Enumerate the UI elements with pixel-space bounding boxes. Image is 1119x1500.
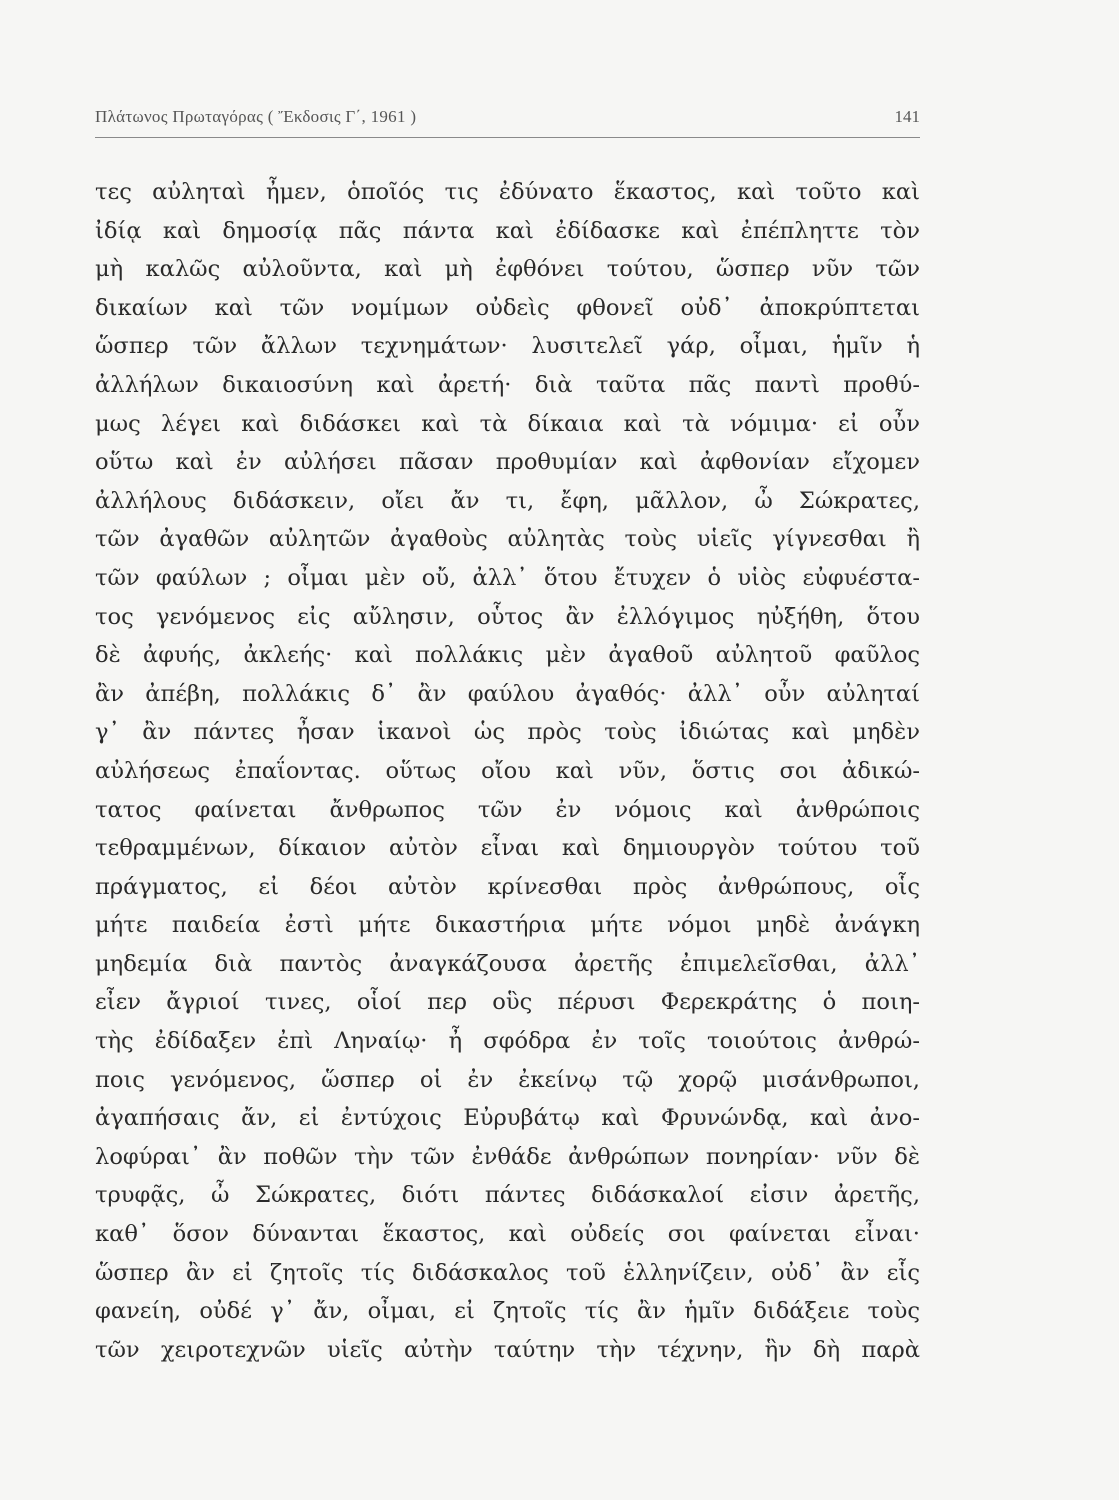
text-line: τεθραμμένων, δίκαιον αὐτὸν εἶναι καὶ δημιουργὸν τούτου τοῦ [95,835,920,862]
text-line: καθ᾽ ὅσον δύνανται ἕκαστος, καὶ οὐδείς σοι φαίνεται εἶναι· [95,1221,920,1248]
text-line: ὥσπερ τῶν ἄλλων τεχνημάτων· λυσιτελεῖ γάρ, οἶμαι, ἡμῖν ἡ [95,333,920,360]
text-line: δικαίων καὶ τῶν νομίμων οὐδεὶς φθονεῖ οὐδ᾽ ἀποκρύπτεται [95,294,920,321]
text-line: δὲ ἀφυής, ἀκλεής· καὶ πολλάκις μὲν ἀγαθοῦ αὐλητοῦ φαῦλος [95,642,920,669]
text-line: τὴς ἐδίδαξεν ἐπὶ Ληναίῳ· ἦ σφόδρα ἐν τοῖς τοιούτοις ἀνθρώ- [95,1028,920,1055]
text-line: μήτε παιδεία ἐστὶ μήτε δικαστήρια μήτε νόμοι μηδὲ ἀνάγκη [95,912,920,939]
running-header [95,103,920,138]
text-line: τος γενόμενος εἰς αὔλησιν, οὗτος ἂν ἐλλόγιμος ηὐξήθη, ὅτου [95,603,920,630]
text-line: ὥσπερ ἂν εἰ ζητοῖς τίς διδάσκαλος τοῦ ἑλληνίζειν, οὐδ᾽ ἂν εἷς [95,1259,920,1286]
header-title: Πλάτωνος Πρωταγόρας ( Ἔκδοσις Γ΄, 1961 ) [95,107,417,126]
text-line: τρυφᾷς, ὦ Σώκρατες, διότι πάντες διδάσκαλοί εἰσιν ἀρετῆς, [95,1182,920,1209]
text-line: μως λέγει καὶ διδάσκει καὶ τὰ δίκαια καὶ τὰ νόμιμα· εἰ οὖν [95,410,920,437]
text-line: τατος φαίνεται ἄνθρωπος τῶν ἐν νόμοις καὶ ἀνθρώποις [95,796,920,823]
text-line: λοφύραι᾽ ἂν ποθῶν τὴν τῶν ἐνθάδε ἀνθρώπων πονηρίαν· νῦν δὲ [95,1143,920,1170]
text-line: ἂν ἀπέβη, πολλάκις δ᾽ ἂν φαύλου ἀγαθός· ἀλλ᾽ οὖν αὐληταί [95,680,920,707]
text-line: οὕτω καὶ ἐν αὐλήσει πᾶσαν προθυμίαν καὶ ἀφθονίαν εἴχομεν [95,449,920,476]
text-line: αὐλήσεως ἐπαΐοντας. οὕτως οἴου καὶ νῦν, ὅστις σοι ἀδικώ- [95,757,920,784]
text-line: τῶν χειροτεχνῶν υἱεῖς αὐτὴν ταύτην τὴν τέχνην, ἣν δὴ παρὰ [95,1336,920,1363]
text-line: πράγματος, εἰ δέοι αὐτὸν κρίνεσθαι πρὸς ἀνθρώπους, οἷς [95,873,920,900]
text-line: τες αὐληταὶ ἦμεν, ὁποῖός τις ἐδύνατο ἕκαστος, καὶ τοῦτο καὶ [95,179,920,205]
text-line: εἶεν ἄγριοί τινες, οἷοί περ οὓς πέρυσι Φερεκράτης ὁ ποιη- [95,989,920,1016]
text-line: μηδεμία διὰ παντὸς ἀναγκάζουσα ἀρετῆς ἐπιμελεῖσθαι, ἀλλ᾽ [95,950,920,977]
text-line: ποις γενόμενος, ὥσπερ οἱ ἐν ἐκείνῳ τῷ χορῷ μισάνθρωποι, [95,1066,920,1093]
text-line: ἀλλήλους διδάσκειν, οἴει ἄν τι, ἔφη, μᾶλλον, ὦ Σώκρατες, [95,487,920,514]
text-line: τῶν φαύλων ; οἶμαι μὲν οὔ, ἀλλ᾽ ὅτου ἔτυχεν ὁ υἱὸς εὐφυέστα- [95,564,920,591]
text-line: ἀγαπήσαις ἄν, εἰ ἐντύχοις Εὐρυβάτῳ καὶ Φρυνώνδᾳ, καὶ ἀνο- [95,1105,920,1132]
text-line: ἰδίᾳ καὶ δημοσίᾳ πᾶς πάντα καὶ ἐδίδασκε καὶ ἐπέπληττε τὸν [95,217,920,244]
page-number: 141 [894,107,920,126]
text-line: τῶν ἀγαθῶν αὐλητῶν ἀγαθοὺς αὐλητὰς τοὺς υἱεῖς γίγνεσθαι ἢ [95,526,920,553]
text-line: γ᾽ ἂν πάντες ἦσαν ἱκανοὶ ὡς πρὸς τοὺς ἰδιώτας καὶ μηδὲν [95,719,920,746]
body-text [95,173,920,1369]
text-line: μὴ καλῶς αὐλοῦντα, καὶ μὴ ἐφθόνει τούτου, ὥσπερ νῦν τῶν [95,256,920,283]
text-line: φανείη, οὐδέ γ᾽ ἄν, οἶμαι, εἰ ζητοῖς τίς ἂν ἡμῖν διδάξειε τοὺς [95,1298,920,1325]
text-line: ἀλλήλων δικαιοσύνη καὶ ἀρετή· διὰ ταῦτα πᾶς παντὶ προθύ- [95,371,920,398]
